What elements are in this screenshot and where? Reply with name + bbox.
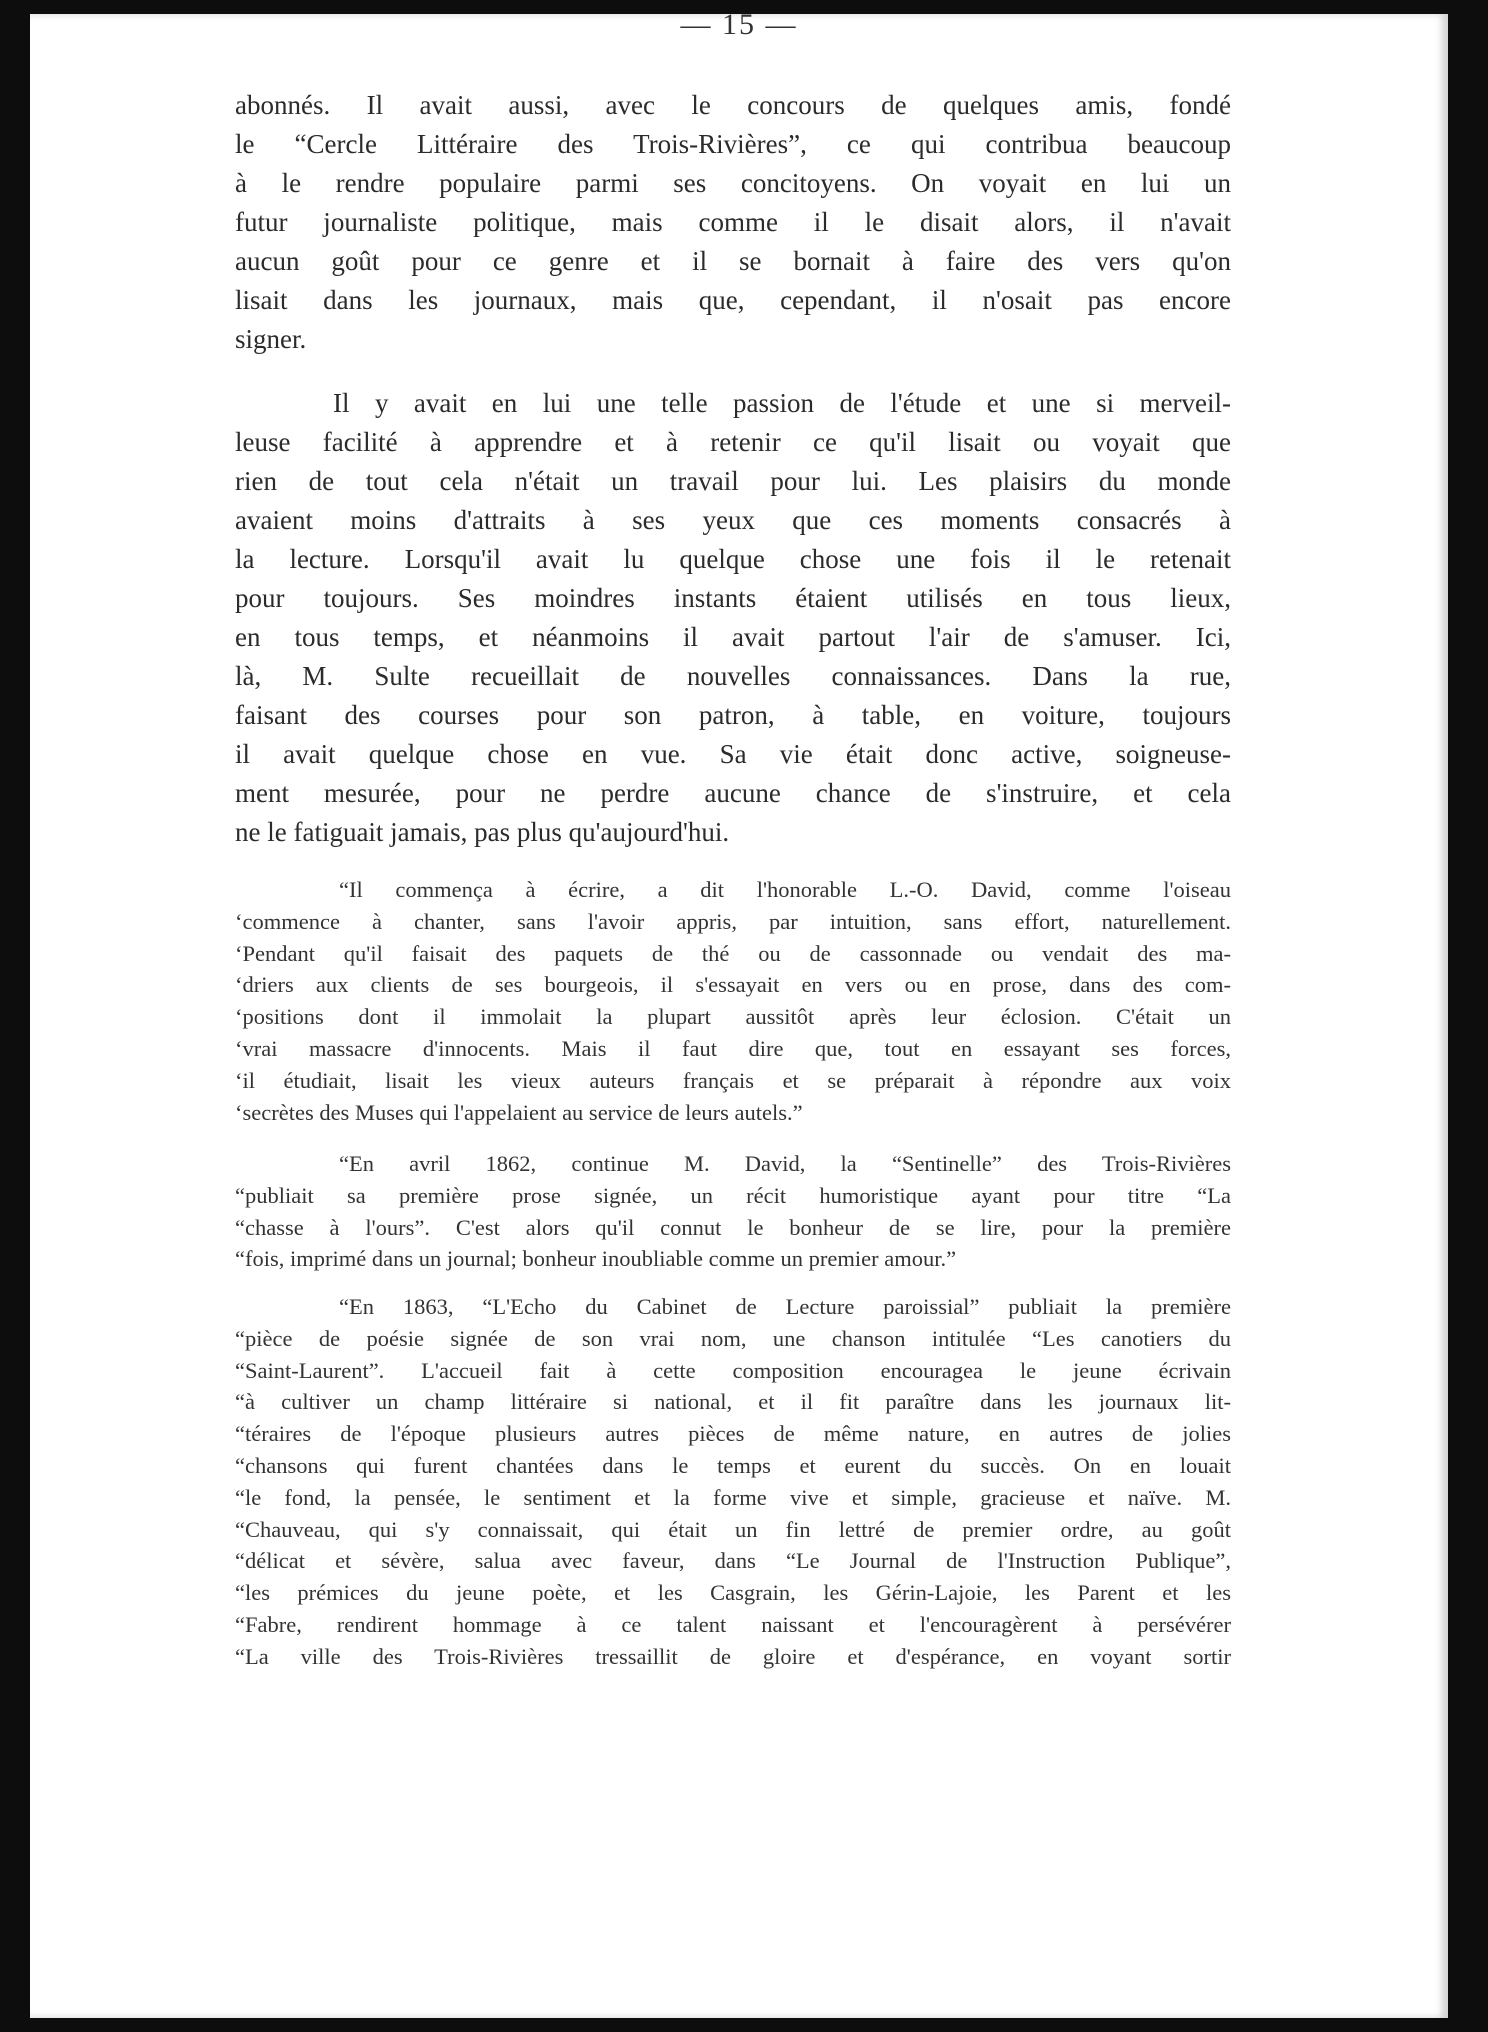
text-line: ‘driers aux clients de ses bourgeois, il s'essayait en vers ou en prose, dans des com- <box>235 972 1231 998</box>
text-line: en tous temps, et néanmoins il avait partout l'air de s'amuser. Ici, <box>235 622 1231 652</box>
text-line: le “Cercle Littéraire des Trois-Rivières”, ce qui contribua beaucoup <box>235 129 1231 159</box>
text-line: à le rendre populaire parmi ses concitoyens. On voyait en lui un <box>235 168 1231 198</box>
text-line: “En avril 1862, continue M. David, la “Sentinelle” des Trois-Rivières <box>339 1151 1231 1176</box>
text-line: “Fabre, rendirent hommage à ce talent naissant et l'encouragèrent à persévérer <box>235 1611 1231 1637</box>
text-line: faisant des courses pour son patron, à table, en voiture, toujours <box>235 700 1231 730</box>
text-line: ne le fatiguait jamais, pas plus qu'aujourd'hui. <box>235 817 730 847</box>
text-line: rien de tout cela n'était un travail pour lui. Les plaisirs du monde <box>235 466 1231 496</box>
text-line: “Il commença à écrire, a dit l'honorable L.-O. David, comme l'oiseau <box>339 877 1231 902</box>
text-line: ‘commence à chanter, sans l'avoir appris, par intuition, sans effort, naturellement. <box>235 908 1231 934</box>
text-line: signer. <box>235 324 307 354</box>
text-line: pour toujours. Ses moindres instants étaient utilisés en tous lieux, <box>235 583 1231 613</box>
text-line: “délicat et sévère, salua avec faveur, dans “Le Journal de l'Instruction Publique”, <box>235 1548 1231 1574</box>
text-line: “le fond, la pensée, le sentiment et la forme vive et simple, gracieuse et naïve. M. <box>235 1484 1231 1510</box>
text-line: ‘positions dont il immolait la plupart aussitôt après leur éclosion. C'était un <box>235 1004 1231 1030</box>
text-line: la lecture. Lorsqu'il avait lu quelque chose une fois il le retenait <box>235 544 1231 574</box>
text-line: ‘Pendant qu'il faisait des paquets de thé ou de cassonnade ou vendait des ma- <box>235 940 1231 966</box>
quote-1 <box>235 874 1231 1128</box>
text-line: “En 1863, “L'Echo du Cabinet de Lecture paroissial” publiait la première <box>339 1294 1231 1319</box>
text-line: “téraires de l'époque plusieurs autres pièces de même nature, en autres de jolies <box>235 1421 1231 1447</box>
text-line: “fois, imprimé dans un journal; bonheur inoubliable comme un premier amour.” <box>235 1246 957 1272</box>
text-line: “à cultiver un champ littéraire si national, et il fit paraître dans les journaux lit- <box>235 1389 1231 1415</box>
text-line: ‘il étudiait, lisait les vieux auteurs français et se préparait à répondre aux voix <box>235 1067 1231 1093</box>
text-line: “publiait sa première prose signée, un récit humoristique ayant pour titre “La <box>235 1182 1231 1208</box>
text-line: “Saint-Laurent”. L'accueil fait à cette composition encouragea le jeune écrivain <box>235 1357 1231 1383</box>
text-line: aucun goût pour ce genre et il se bornait à faire des vers qu'on <box>235 246 1231 276</box>
text-line: futur journaliste politique, mais comme il le disait alors, il n'avait <box>235 207 1231 237</box>
text-line: ment mesurée, pour ne perdre aucune chance de s'instruire, et cela <box>235 778 1231 808</box>
page-number: — 15 — <box>680 14 798 41</box>
text-line: “chansons qui furent chantées dans le temps et eurent du succès. On en louait <box>235 1452 1231 1478</box>
text-line: “les prémices du jeune poète, et les Casgrain, les Gérin-Lajoie, les Parent et les <box>235 1580 1231 1606</box>
book-page <box>30 14 1448 2018</box>
quote-2 <box>235 1148 1231 1275</box>
paragraph-1 <box>235 86 1231 359</box>
text-line: abonnés. Il avait aussi, avec le concours de quelques amis, fondé <box>235 90 1231 120</box>
text-line: Il y avait en lui une telle passion de l'étude et une si merveil- <box>333 388 1231 418</box>
text-line: ‘vrai massacre d'innocents. Mais il faut dire que, tout en essayant ses forces, <box>235 1035 1231 1061</box>
paragraph-2 <box>235 384 1231 852</box>
text-line: il avait quelque chose en vue. Sa vie était donc active, soigneuse- <box>235 739 1231 769</box>
text-line: avaient moins d'attraits à ses yeux que ces moments consacrés à <box>235 505 1231 535</box>
text-line: “chasse à l'ours”. C'est alors qu'il connut le bonheur de se lire, pour la première <box>235 1214 1231 1240</box>
text-line: ‘secrètes des Muses qui l'appelaient au service de leurs autels.” <box>235 1099 803 1125</box>
text-line: leuse facilité à apprendre et à retenir ce qu'il lisait ou voyait que <box>235 427 1231 457</box>
text-line: “Chauveau, qui s'y connaissait, qui était un fin lettré de premier ordre, au goût <box>235 1516 1231 1542</box>
text-line: “pièce de poésie signée de son vrai nom, une chanson intitulée “Les canotiers du <box>235 1325 1231 1351</box>
text-line: “La ville des Trois-Rivières tressaillit de gloire et d'espérance, en voyant sortir <box>235 1643 1231 1669</box>
quote-3 <box>235 1291 1231 1673</box>
text-line: là, M. Sulte recueillait de nouvelles connaissances. Dans la rue, <box>235 661 1231 691</box>
text-line: lisait dans les journaux, mais que, cependant, il n'osait pas encore <box>235 285 1231 315</box>
